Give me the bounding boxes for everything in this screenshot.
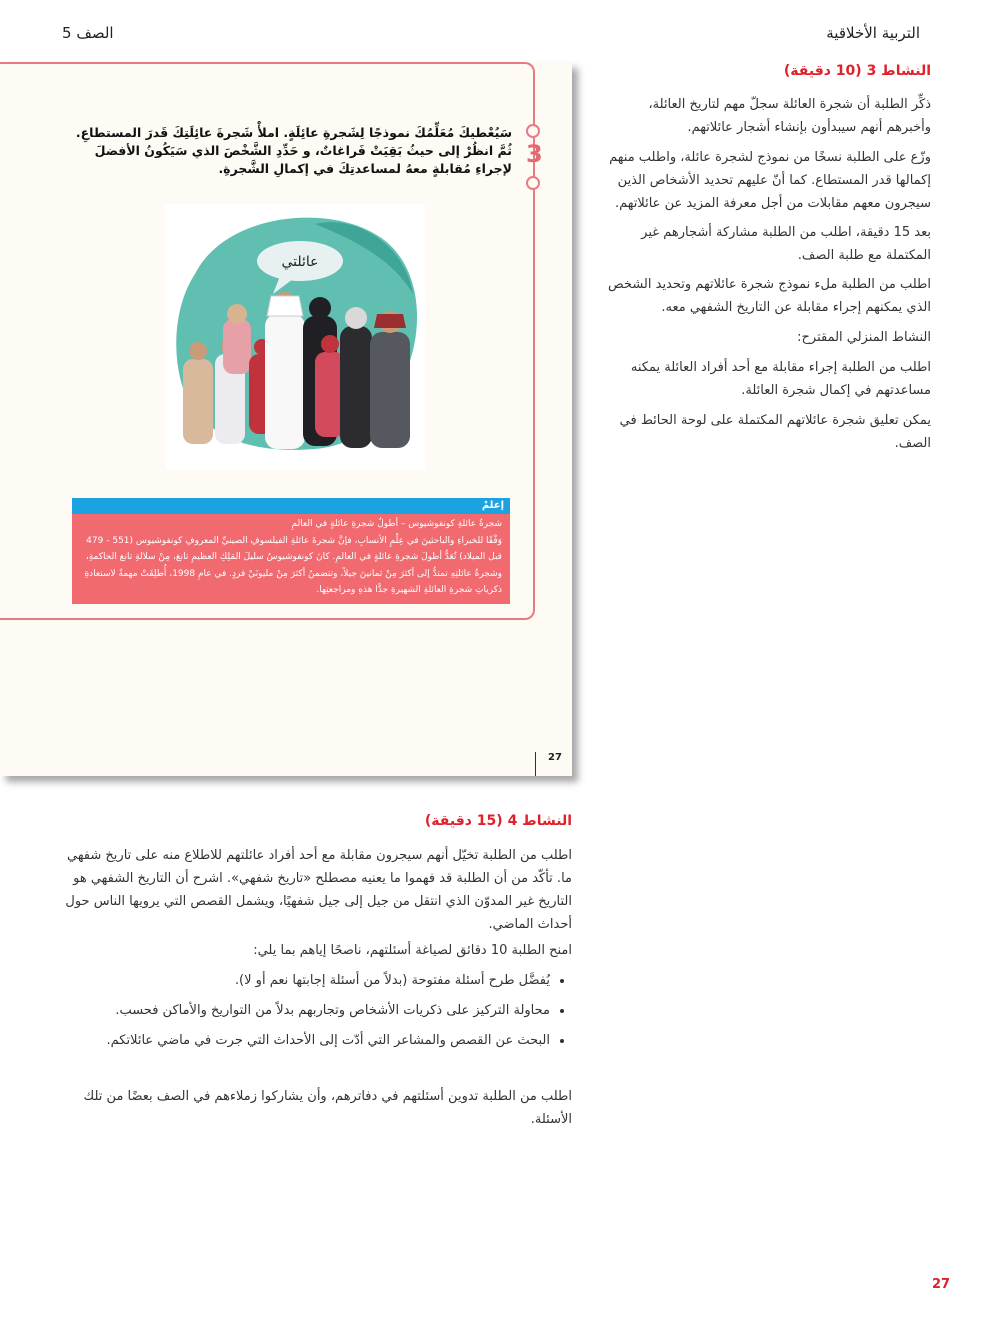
- list-item: • البحث عن القصص والمشاعر التي أدّت إلى الأحداث التي جرت في ماضي عائلاتكم.: [40, 1026, 550, 1056]
- did-you-know-heading: إعلمْ: [72, 498, 510, 514]
- activity-4-closing: اطلب من الطلبة تدوين أسئلتهم في دفاترهم، وأن يشاركوا زملاءهم في الصف بعضًا من تلك الأسئلة.: [83, 1089, 572, 1127]
- family-illustration-image: [165, 204, 425, 470]
- book-page-number: 27: [548, 752, 562, 763]
- grade-header: الصف 5: [62, 24, 114, 42]
- activity-3-paragraph: وزّع على الطلبة نسخًا من نموذج لشجرة عائلة، واطلب منهم إكمالها قدر المستطاع. كما أنّ عليهم تحديد الأشخاص الذين سيجرون معهم مقابلات من أجل معرفة المزيد عن عائلاتهم.: [609, 150, 931, 211]
- activity-3-paragraph: ذكِّر الطلبة أن شجرة العائلة سجلّ مهم لتاريخ العائلة، وأخبرهم أنهم سيبدأون بإنشاء أشجار عائلاتهم.: [648, 97, 931, 135]
- did-you-know-line: قبل الميلاد) تُعَدُّ أطولَ شجرةِ عائلةٍ في العالمِ. كانَ كونفوشيوسُ سليلَ المَلِكِ العظيمِ تانغ، مِنْ سلالةِ تانغ الحاكمةِ،: [85, 552, 502, 562]
- step-number: 3: [526, 140, 543, 168]
- did-you-know-line: وشجرةُ عائلتِهِ تمتدُّ إلى أكثرَ مِنْ ثمانينَ جيلاً، وتتضمنُ أكثرَ مِنْ مليونَيْ فردٍ. في عامِ 1998، أُطلِقَتْ مهمةٌ لاستعادةِ: [84, 568, 502, 579]
- list-item: • يُفضَّل طرح أسئلة مفتوحة (بدلاً من أسئلة إجابتها نعم أو لا).: [40, 966, 550, 996]
- activity-3-paragraph: اطلب من الطلبة إجراء مقابلة مع أحد أفراد العائلة يمكنه مساعدتهم في إكمال شجرة العائلة.: [630, 360, 931, 398]
- book-footer-divider: [535, 752, 536, 776]
- speech-bubble-text: عائلتي: [281, 254, 319, 270]
- did-you-know-line: شجرةُ عائلةِ كونفوشيوس – أطولُ شجرةِ عائلةٍ في العالمِ: [291, 519, 502, 529]
- activity-4-lead: امنح الطلبة 10 دقائق لصياغة أسئلتهم، ناصحًا إياهم بما يلي:: [253, 943, 572, 958]
- activity-3-paragraph: يمكن تعليق شجرة عائلاتهم المكتملة على لوحة الحائط في الصف.: [619, 413, 931, 451]
- did-you-know-line: وَفْقًا للخبراءِ والباحثينَ في عِلْمِ الأنسابِ، فإنَّ شجرةَ عائلةِ الفيلسوفِ الصينيِّ المعروفِ كونفوشيوس (551 - 479: [86, 535, 502, 546]
- homework-heading: النشاط المنزلي المقترح:: [797, 330, 931, 345]
- activity-4-intro: اطلب من الطلبة تخيّل أنهم سيجرون مقابلة مع أحد أفراد عائلتهم للاطلاع منه على تاريخ شفهي ما. تأكّد من أن الطلبة قد فهموا ما يعنيه مصطلح «تاريخ شفهي». اشرح أن التاريخ الشفهي هو التاريخ غير المدوّن الذي انتقل من جيل إلى جيل شفهيًا، ويشمل القصص التي يرويها الناس حول أحداث الماضي.: [65, 848, 572, 932]
- activity-4-title: النشاط 4 (15 دقيقة): [424, 813, 572, 829]
- subject-header: التربية الأخلاقية: [826, 24, 920, 42]
- activity-3-paragraph: بعد 15 دقيقة، اطلب من الطلبة مشاركة أشجارهم غير المكتملة مع طلبة الصف.: [641, 225, 931, 263]
- did-you-know-line: ذكرياتِ شجرةِ العائلةِ الشهيرةِ جدًّا هذهِ ومراجعتِها.: [316, 585, 502, 595]
- did-you-know-box: [72, 498, 510, 604]
- page-number: 27: [932, 1277, 951, 1292]
- activity-3-paragraph: اطلب من الطلبة ملء نموذج شجرة عائلاتهم وتحديد الشخص الذي يمكنهم إجراء مقابلة عن التاريخ الشفهي معه.: [608, 277, 931, 315]
- book-instruction: سَيُعْطيكَ مُعَلِّمُكَ نموذجًا لِشَجرةِ عائِلَةٍ. املأْ شَجرةَ عائِلَتِكَ قَدرَ المستطاعِ. ثُمَّ انظُرْ إلى حيثُ بَقِيَتْ فَراغاتٌ، و حَدِّدِ الشَّخْصَ الذي سَيَكُونُ الأفضلَ لإجراءِ مُقابلةٍ معهُ لمساعدتِكَ في إكمالِ الشَّجرةِ.: [75, 125, 512, 176]
- activity-3-title: النشاط 3 (10 دقيقة): [783, 63, 931, 79]
- family-illustration: [165, 204, 425, 470]
- list-item: • محاولة التركيز على ذكريات الأشخاص وتجاربهم بدلاً من التواريخ والأماكن فحسب.: [40, 996, 550, 1026]
- question-tips-list: [40, 966, 572, 1056]
